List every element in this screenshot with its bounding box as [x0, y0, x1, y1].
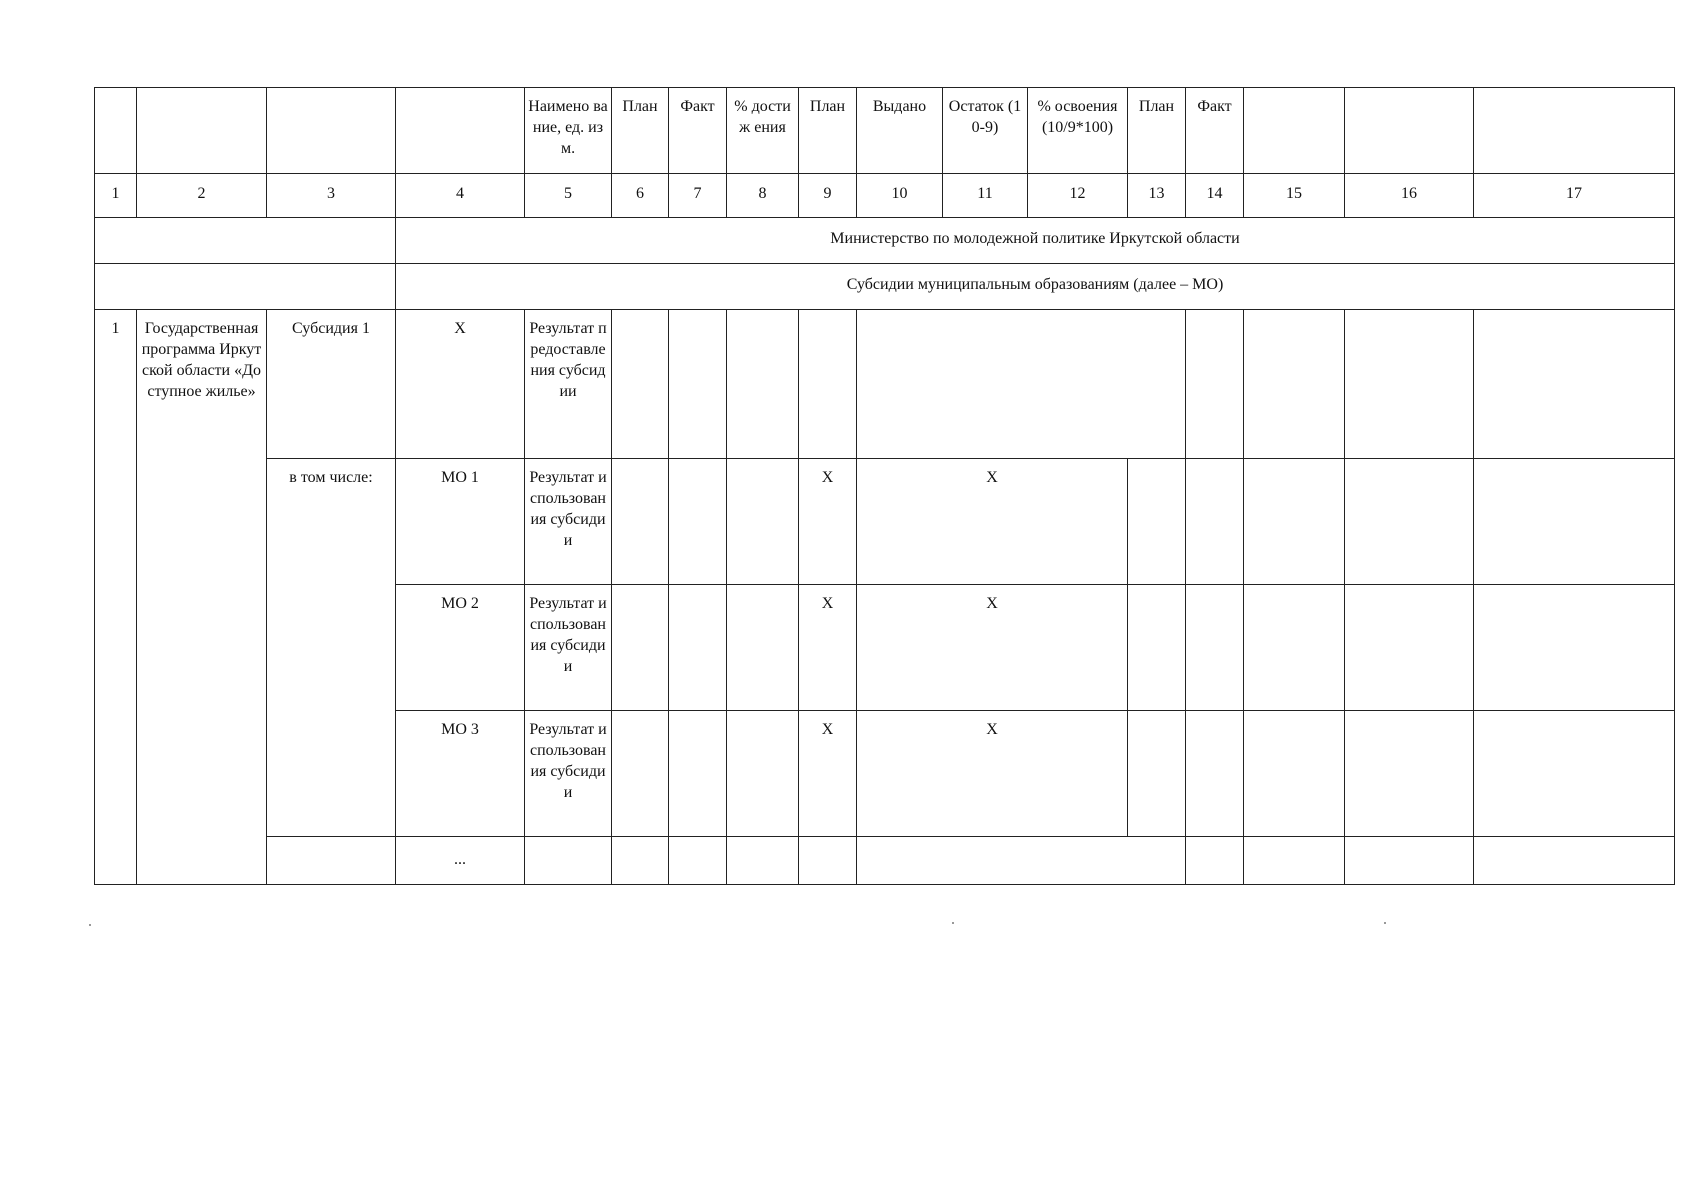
cell — [669, 585, 727, 711]
header-cell-4 — [396, 88, 525, 174]
cell — [1186, 837, 1244, 885]
mo-x-balance: X — [857, 711, 1128, 837]
cell — [1186, 459, 1244, 585]
column-number: 11 — [943, 174, 1028, 218]
program-name: Государственная программа Иркутской области «Доступное жилье» — [137, 310, 267, 885]
subsidy-result: Результат предоставления субсидии — [525, 310, 612, 459]
cell — [669, 310, 727, 459]
column-number: 9 — [799, 174, 857, 218]
mo-x-plan: X — [799, 711, 857, 837]
cell — [1345, 310, 1474, 459]
subsidy-row — [95, 310, 1675, 459]
subsidy-x-mark: X — [396, 310, 525, 459]
header-fact: Факт — [669, 88, 727, 174]
cell — [1474, 711, 1675, 837]
ministry-row-blank — [95, 218, 396, 264]
header-cell-16 — [1345, 88, 1474, 174]
header-cell-3 — [267, 88, 396, 174]
mo-x-plan: X — [799, 459, 857, 585]
cell — [1474, 310, 1675, 459]
subsidies-title: Субсидии муниципальным образованиям (далее – МО) — [396, 264, 1675, 310]
continuation-row — [95, 837, 1675, 885]
cell — [669, 837, 727, 885]
cell — [727, 585, 799, 711]
header-utilization-percent: % освоения (10/9*100) — [1028, 88, 1128, 174]
including-label: в том числе: — [267, 459, 396, 837]
column-number: 16 — [1345, 174, 1474, 218]
scan-speck — [1384, 922, 1386, 924]
cell — [1128, 585, 1186, 711]
row-number: 1 — [95, 310, 137, 885]
cell — [669, 459, 727, 585]
mo-result: Результат использования субсидии — [525, 459, 612, 585]
header-unit-name: Наимено вание, ед. изм. — [525, 88, 612, 174]
column-number: 12 — [1028, 174, 1128, 218]
cell — [1345, 585, 1474, 711]
cell — [612, 837, 669, 885]
header-balance: Остаток (10-9) — [943, 88, 1028, 174]
cell-merged — [857, 837, 1186, 885]
column-number: 6 — [612, 174, 669, 218]
cell — [612, 310, 669, 459]
cell — [799, 310, 857, 459]
continuation-ellipsis: ... — [396, 837, 525, 885]
header-plan: План — [612, 88, 669, 174]
cell — [1345, 837, 1474, 885]
column-number: 2 — [137, 174, 267, 218]
cell — [1474, 459, 1675, 585]
header-plan-2: План — [799, 88, 857, 174]
mo-name: МО 3 — [396, 711, 525, 837]
mo-x-balance: X — [857, 585, 1128, 711]
header-issued: Выдано — [857, 88, 943, 174]
cell — [1345, 459, 1474, 585]
cell — [1345, 711, 1474, 837]
mo-result: Результат использования субсидии — [525, 711, 612, 837]
cell — [1474, 585, 1675, 711]
column-number: 4 — [396, 174, 525, 218]
ministry-row — [95, 218, 1675, 264]
mo-name: МО 1 — [396, 459, 525, 585]
column-number: 3 — [267, 174, 396, 218]
cell — [612, 711, 669, 837]
cell — [727, 711, 799, 837]
cell — [1244, 310, 1345, 459]
scan-speck — [952, 922, 954, 924]
column-number: 10 — [857, 174, 943, 218]
cell — [727, 837, 799, 885]
column-number: 15 — [1244, 174, 1345, 218]
cell — [727, 310, 799, 459]
header-fact-2: Факт — [1186, 88, 1244, 174]
cell — [612, 585, 669, 711]
column-number: 17 — [1474, 174, 1675, 218]
cell — [1244, 459, 1345, 585]
column-number: 14 — [1186, 174, 1244, 218]
header-cell-15 — [1244, 88, 1345, 174]
mo-x-plan: X — [799, 585, 857, 711]
cell — [1244, 711, 1345, 837]
mo-result: Результат использования субсидии — [525, 585, 612, 711]
header-cell-1 — [95, 88, 137, 174]
cell — [1474, 837, 1675, 885]
header-cell-2 — [137, 88, 267, 174]
scan-speck — [89, 924, 91, 926]
cell — [1186, 310, 1244, 459]
cell-merged — [857, 310, 1186, 459]
cell — [525, 837, 612, 885]
cell — [799, 837, 857, 885]
header-cell-17 — [1474, 88, 1675, 174]
subsidies-row-blank — [95, 264, 396, 310]
cell — [727, 459, 799, 585]
cell — [669, 711, 727, 837]
cell — [1186, 585, 1244, 711]
cell — [1128, 711, 1186, 837]
subsidy-name: Субсидия 1 — [267, 310, 396, 459]
column-number-row — [95, 174, 1675, 218]
header-plan-3: План — [1128, 88, 1186, 174]
report-table — [94, 87, 1675, 885]
column-number: 7 — [669, 174, 727, 218]
mo-row — [95, 459, 1675, 585]
header-row — [95, 88, 1675, 174]
ministry-title: Министерство по молодежной политике Иркутской области — [396, 218, 1675, 264]
cell — [267, 837, 396, 885]
mo-name: МО 2 — [396, 585, 525, 711]
cell — [1186, 711, 1244, 837]
cell — [1244, 585, 1345, 711]
header-achievement-percent: % достиж ения — [727, 88, 799, 174]
column-number: 8 — [727, 174, 799, 218]
mo-x-balance: X — [857, 459, 1128, 585]
column-number: 13 — [1128, 174, 1186, 218]
cell — [1244, 837, 1345, 885]
column-number: 1 — [95, 174, 137, 218]
cell — [612, 459, 669, 585]
subsidies-row — [95, 264, 1675, 310]
column-number: 5 — [525, 174, 612, 218]
cell — [1128, 459, 1186, 585]
